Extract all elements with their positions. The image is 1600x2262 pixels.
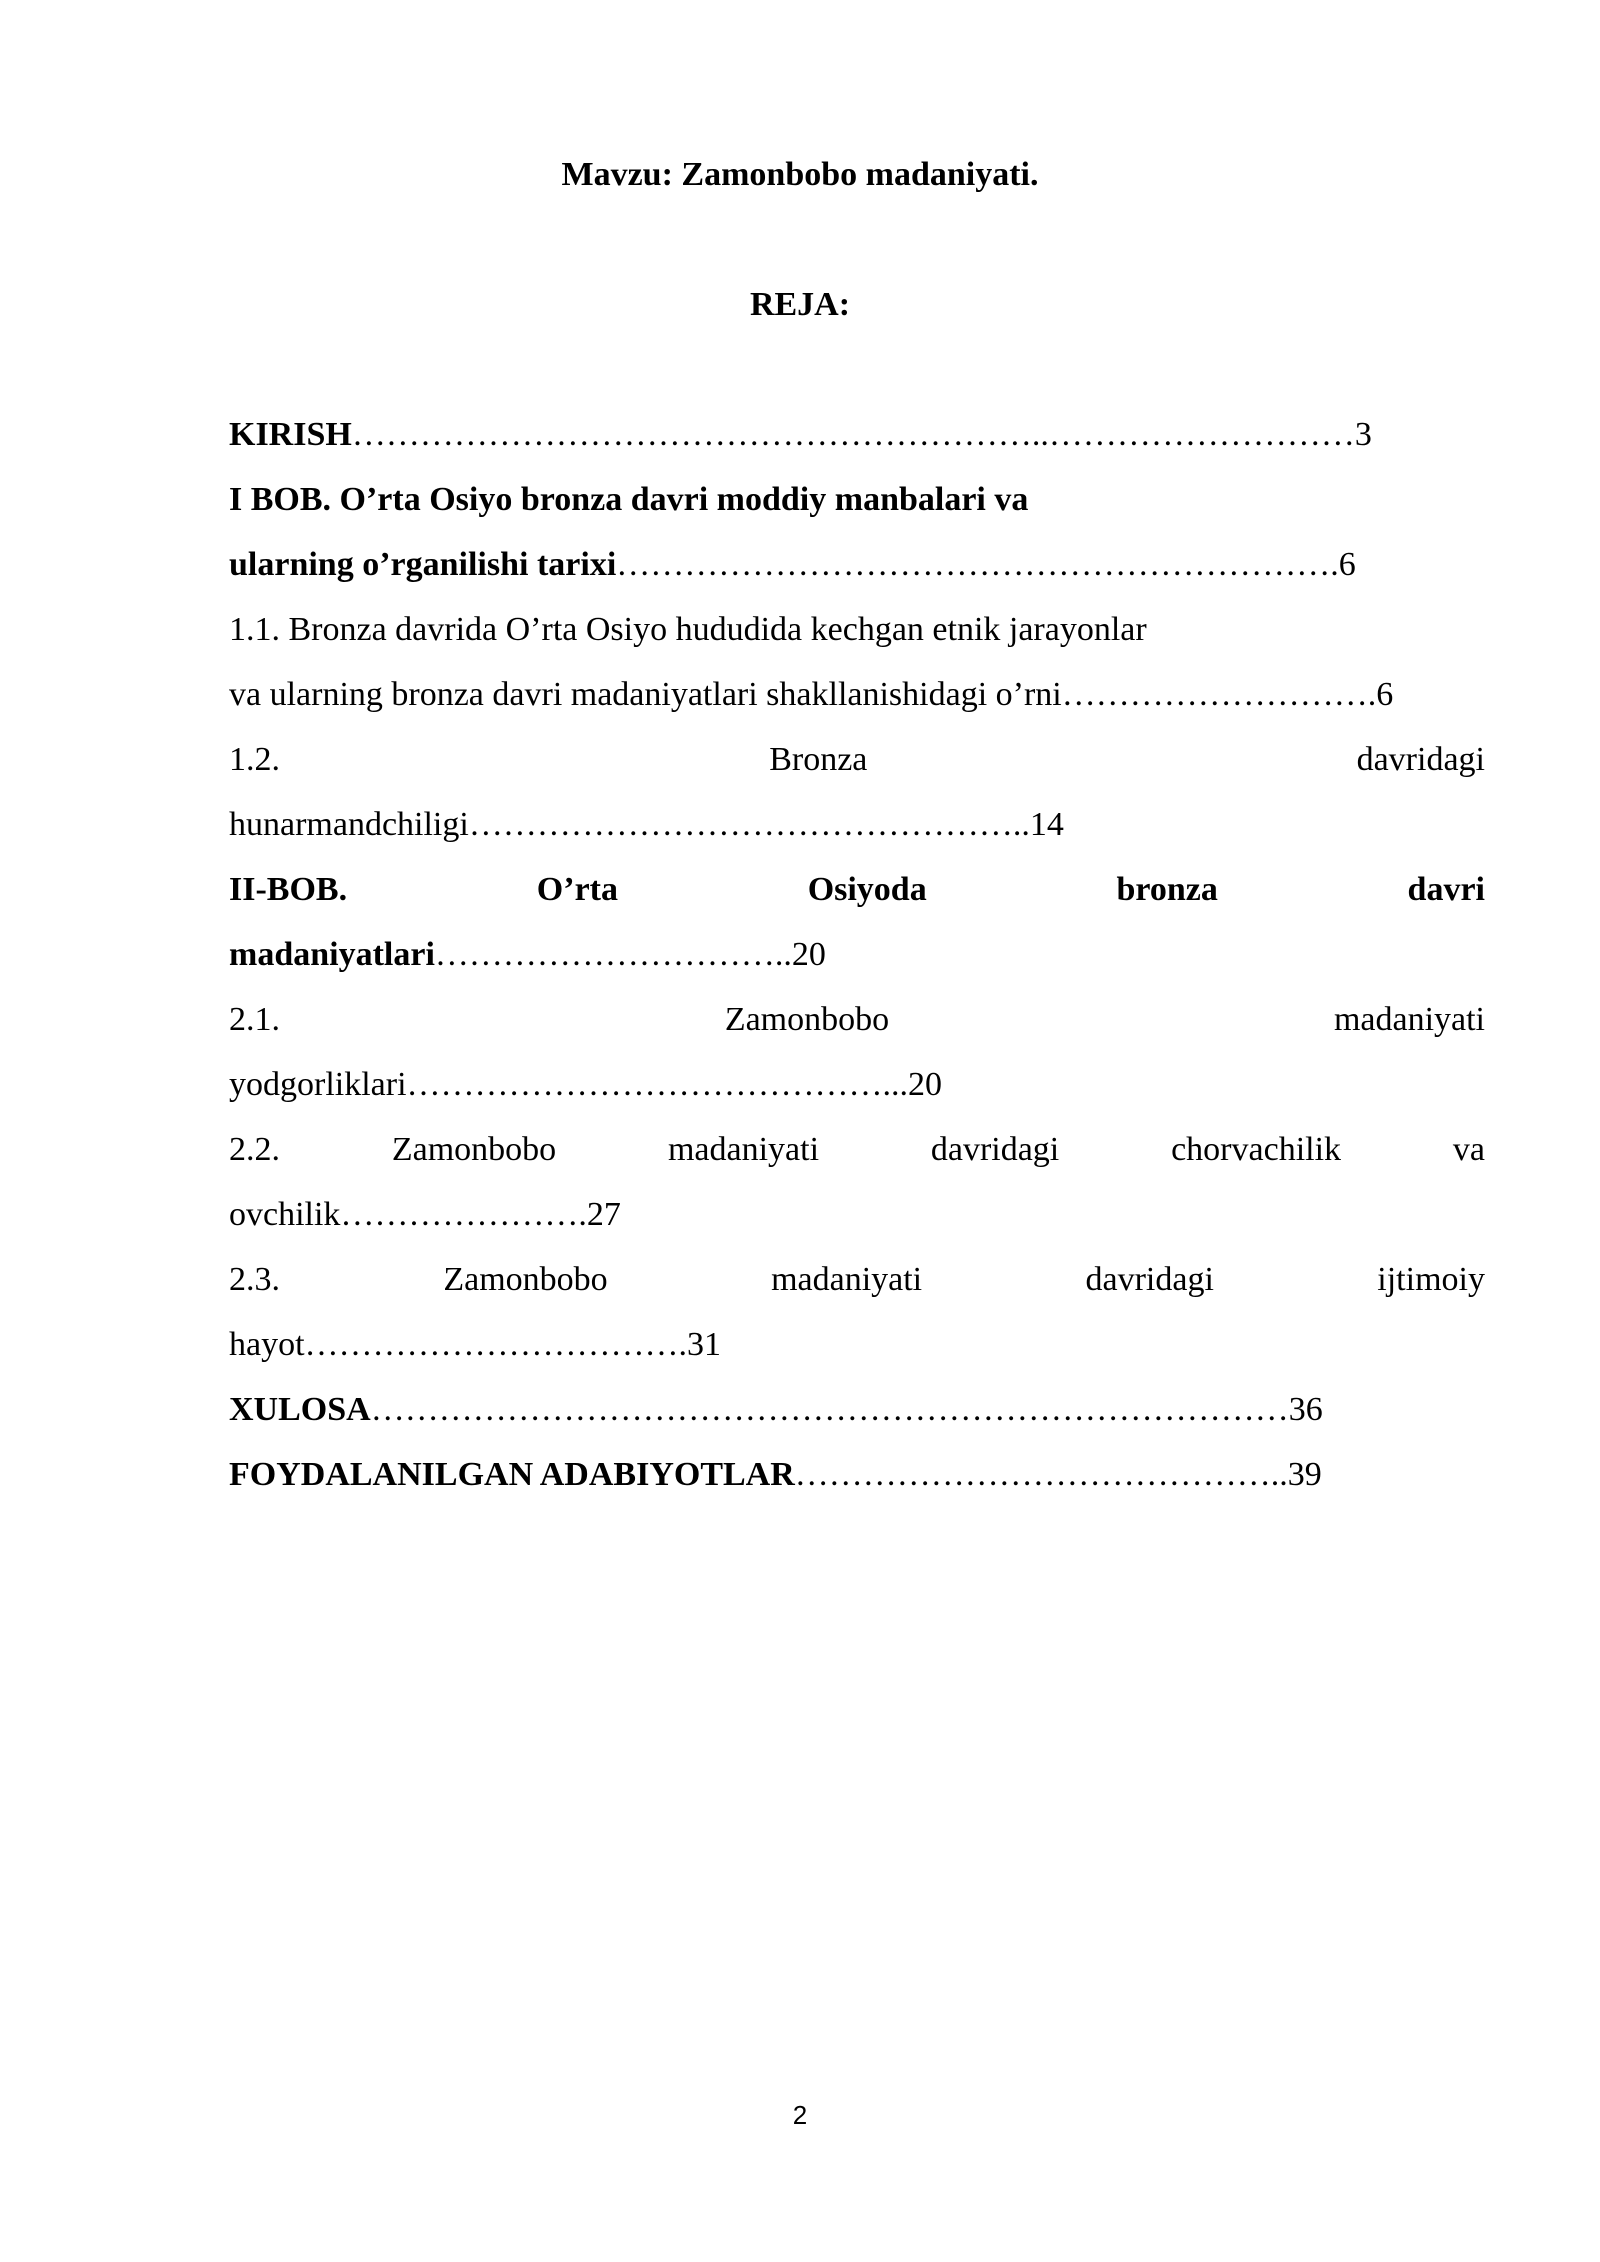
toc-word: davri <box>1407 871 1485 908</box>
toc-entry-bob2-line1 <box>229 865 1485 930</box>
toc-entry-adabiyotlar <box>229 1450 1485 1515</box>
toc-entry-title: XULOSA <box>229 1391 371 1428</box>
toc-word: Zamonbobo <box>443 1261 608 1298</box>
toc-entry-s23-line2: hayot…………………………….31 <box>229 1326 722 1363</box>
toc-word: va <box>1452 1131 1485 1168</box>
toc-word: davridagi <box>930 1131 1060 1168</box>
plan-heading: REJA: <box>749 286 851 323</box>
toc-word: madaniyati <box>667 1131 820 1168</box>
toc-entry-xulosa <box>229 1385 1485 1450</box>
toc-word: O’rta <box>536 871 618 908</box>
toc-entry-leader: ……………………………………………………….6 <box>616 546 1356 583</box>
toc-entry-s22-line1 <box>229 1125 1485 1190</box>
toc-word: ijtimoiy <box>1377 1261 1485 1298</box>
toc-entry-s23-line1 <box>229 1255 1485 1320</box>
toc-entry-s12-line2: hunarmandchiligi…………………………………………..14 <box>229 806 1064 843</box>
toc-entry-bob1-line1: I BOB. O’rta Osiyo bronza davri moddiy manbalari va <box>229 481 1029 518</box>
table-of-contents <box>229 410 1485 1515</box>
toc-word: madaniyati <box>771 1261 923 1298</box>
toc-word: madaniyati <box>1333 1001 1485 1038</box>
toc-word: 2.1. <box>229 1001 280 1038</box>
toc-entry-s12-line1 <box>229 735 1485 800</box>
toc-word: Zamonbobo <box>391 1131 557 1168</box>
page-number: 2 <box>792 2100 808 2130</box>
toc-entry-title: FOYDALANILGAN ADABIYOTLAR <box>229 1456 795 1493</box>
toc-entry-leader: …………………………..20 <box>434 936 826 973</box>
document-title: Mavzu: Zamonbobo madaniyati. <box>561 156 1039 193</box>
toc-entry-title: KIRISH <box>229 416 352 453</box>
toc-entry-s21-line2: yodgorliklari……………………………………...20 <box>229 1066 943 1103</box>
toc-entry-s22-line2: ovchilik………………….27 <box>229 1196 621 1233</box>
toc-word: 2.2. <box>229 1131 280 1168</box>
toc-word: davridagi <box>1356 741 1485 778</box>
toc-entry-leader: ………………………………………………………………………36 <box>370 1391 1323 1428</box>
toc-entry-s11-line2: va ularning bronza davri madaniyatlari shakllanishidagi o’rni……………………….6 <box>229 676 1394 713</box>
toc-entry-title: ularning o’rganilishi tarixi <box>229 546 617 583</box>
toc-word: davridagi <box>1085 1261 1214 1298</box>
toc-word: Osiyoda <box>807 871 927 908</box>
toc-entry-kirish <box>229 410 1485 475</box>
toc-entry-bob2-line2 <box>229 930 1485 995</box>
toc-entry-leader: ……………………………………………………..………………………3 <box>351 416 1372 453</box>
toc-word: Zamonbobo <box>724 1001 890 1038</box>
toc-word: 1.2. <box>229 741 280 778</box>
toc-word: Bronza <box>769 741 868 778</box>
toc-entry-s21-line1 <box>229 995 1485 1060</box>
toc-word: 2.3. <box>229 1261 280 1298</box>
toc-entry-leader: ……………………………………..39 <box>794 1456 1322 1493</box>
toc-word: II-BOB. <box>229 871 348 908</box>
toc-entry-s11-line1: 1.1. Bronza davrida O’rta Osiyo hududida kechgan etnik jarayonlar <box>229 611 1147 648</box>
toc-entry-title: madaniyatlari <box>229 936 435 973</box>
toc-entry-bob1-line2 <box>229 540 1485 605</box>
toc-word: chorvachilik <box>1171 1131 1342 1168</box>
toc-word: bronza <box>1116 871 1218 908</box>
